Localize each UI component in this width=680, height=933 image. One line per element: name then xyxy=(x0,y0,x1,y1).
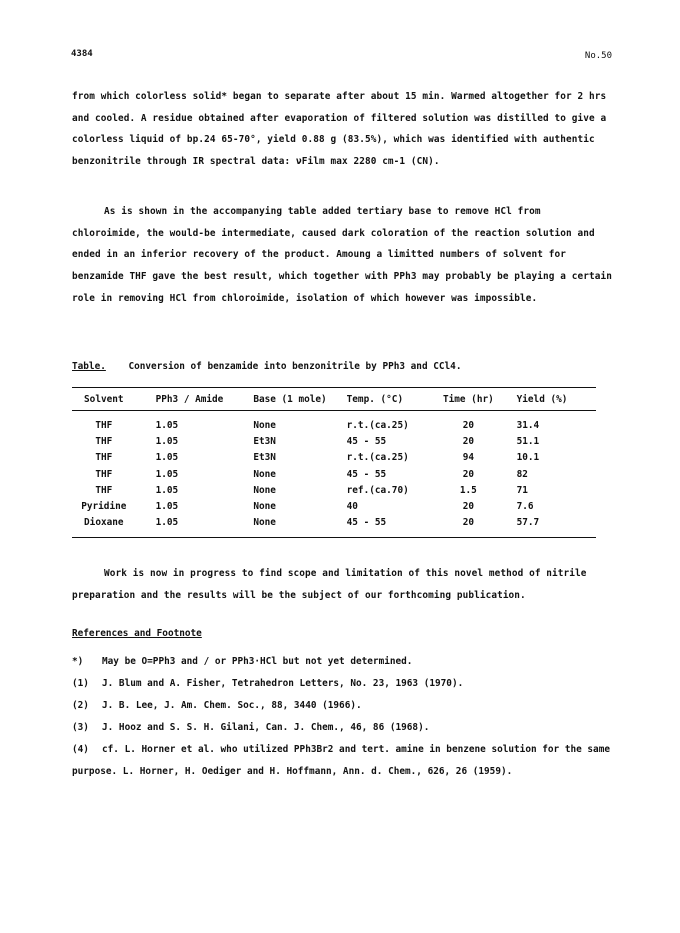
table-row xyxy=(72,450,596,466)
header-yield: Yield (%) xyxy=(501,388,596,411)
cell-pph3-amide: 1.05 xyxy=(155,452,179,464)
cell-solvent: Dioxane xyxy=(72,515,136,538)
cell-temp: 45 - 55 xyxy=(346,435,387,447)
ref-mark: (4) xyxy=(72,744,89,755)
cell-yield: 51.1 xyxy=(516,435,540,447)
cell-time: 1.5 xyxy=(459,484,477,496)
cell-time: 20 xyxy=(462,435,475,447)
cell-temp: ref.(ca.70) xyxy=(346,484,409,496)
cell-time: 20 xyxy=(462,468,475,480)
cell-yield: 57.7 xyxy=(501,515,596,538)
cell-base: None xyxy=(247,515,332,538)
cell-temp: 45 - 55 xyxy=(346,468,387,480)
cell-yield: 71 xyxy=(516,484,528,496)
table-row xyxy=(72,433,596,449)
header-base: Base (1 mole) xyxy=(247,388,332,411)
cell-pph3-amide: 1.05 xyxy=(155,501,179,513)
cell-base: None xyxy=(253,501,276,513)
table-caption xyxy=(72,361,461,372)
cell-pph3-amide: 1.05 xyxy=(155,484,179,496)
page-number: 4384 xyxy=(71,49,93,59)
cell-solvent: THF xyxy=(95,419,113,431)
cell-time: 94 xyxy=(462,452,475,464)
references-heading: References and Footnote xyxy=(72,628,202,639)
cell-base: None xyxy=(253,419,276,431)
cell-base: None xyxy=(253,484,276,496)
footnote-item xyxy=(72,651,612,673)
reference-item xyxy=(72,739,612,782)
ref-text: J. Hooz and S. S. H. Gilani, Can. J. Chem., 46, 86 (1968). xyxy=(102,722,430,733)
ref-mark: (2) xyxy=(72,700,89,711)
cell-pph3-amide: 1.05 xyxy=(155,435,179,447)
header-time: Time (hr) xyxy=(436,388,501,411)
table-title-text: Conversion of benzamide into benzonitrile by PPh3 and CCl4. xyxy=(128,361,462,372)
cell-time: 20 xyxy=(462,419,475,431)
cell-pph3-amide: 1.05 xyxy=(155,468,179,480)
cell-solvent: THF xyxy=(95,484,113,496)
ref-mark: (1) xyxy=(72,678,89,689)
cell-solvent: THF xyxy=(95,435,113,447)
journal-number: No.50 xyxy=(584,51,612,61)
table-header-row xyxy=(72,388,596,411)
reference-item xyxy=(72,695,612,717)
table-row xyxy=(72,515,596,538)
header-solvent: Solvent xyxy=(72,388,136,411)
ref-text: J. Blum and A. Fisher, Tetrahedron Letters, No. 23, 1963 (1970). xyxy=(102,678,464,689)
ref-mark: *) xyxy=(72,656,84,667)
cell-time: 20 xyxy=(462,501,475,513)
cell-yield: 10.1 xyxy=(516,452,540,464)
ref-text: May be O=PPh3 and / or PPh3·HCl but not yet determined. xyxy=(102,656,413,667)
paragraph-2: As is shown in the accompanying table added tertiary base to remove HCl from chloroimide, the would-be intermediate, caused dark coloration of the reaction solution and ended in an inferior recovery of the product. Amoung a limitted numbers of solvent for benzamide THF gave the best result, which together with PPh3 may probably be playing a certain role in removing HCl from chloroimide, isolation of which however was impossible. xyxy=(72,206,612,304)
cell-base: Et3N xyxy=(253,452,276,464)
cell-temp: 40 xyxy=(346,501,358,513)
cell-temp: r.t.(ca.25) xyxy=(346,419,409,431)
cell-base: Et3N xyxy=(253,435,276,447)
header-temp: Temp. (°C) xyxy=(333,388,436,411)
paragraph-3: Work is now in progress to find scope and limitation of this novel method of nitrile preparation and the results will be the subject of our forthcoming publication. xyxy=(72,568,587,601)
paragraph-1: from which colorless solid* began to separate after about 15 min. Warmed altogether for 2 hrs and cooled. A residue obtained after evaporation of filtered solution was distilled to give a colorless liquid of bp.24 65-70°, yield 0.88 g (83.5%), which was identified with authentic benzonitrile through IR spectral data: νFilm max 2280 cm-1 (CN). xyxy=(72,91,607,168)
table-row xyxy=(72,466,596,482)
cell-yield: 31.4 xyxy=(516,419,540,431)
ref-text: J. B. Lee, J. Am. Chem. Soc., 88, 3440 (1966). xyxy=(102,700,362,711)
cell-base: None xyxy=(253,468,276,480)
table-label: Table. xyxy=(72,361,106,372)
ref-text: cf. L. Horner et al. who utilized PPh3Br2 and tert. amine in benzene solution for the same purpose. L. Horner, H. Oediger and H. Hoffmann, Ann. d. Chem., 626, 26 (1959). xyxy=(72,744,610,777)
header-pph3-amide: PPh3 / Amide xyxy=(136,388,248,411)
cell-solvent: THF xyxy=(95,452,113,464)
reference-item xyxy=(72,717,612,739)
cell-pph3-amide: 1.05 xyxy=(155,419,179,431)
results-table xyxy=(72,387,596,538)
table-row xyxy=(72,498,596,514)
table-row xyxy=(72,482,596,498)
cell-solvent: THF xyxy=(95,468,113,480)
reference-item xyxy=(72,673,612,695)
cell-pph3-amide: 1.05 xyxy=(136,515,248,538)
cell-temp: r.t.(ca.25) xyxy=(346,452,409,464)
table-row xyxy=(72,411,596,434)
cell-temp: 45 - 55 xyxy=(333,515,436,538)
cell-time: 20 xyxy=(436,515,501,538)
cell-solvent: Pyridine xyxy=(81,501,127,513)
cell-yield: 82 xyxy=(516,468,528,480)
ref-mark: (3) xyxy=(72,722,89,733)
cell-yield: 7.6 xyxy=(516,501,534,513)
